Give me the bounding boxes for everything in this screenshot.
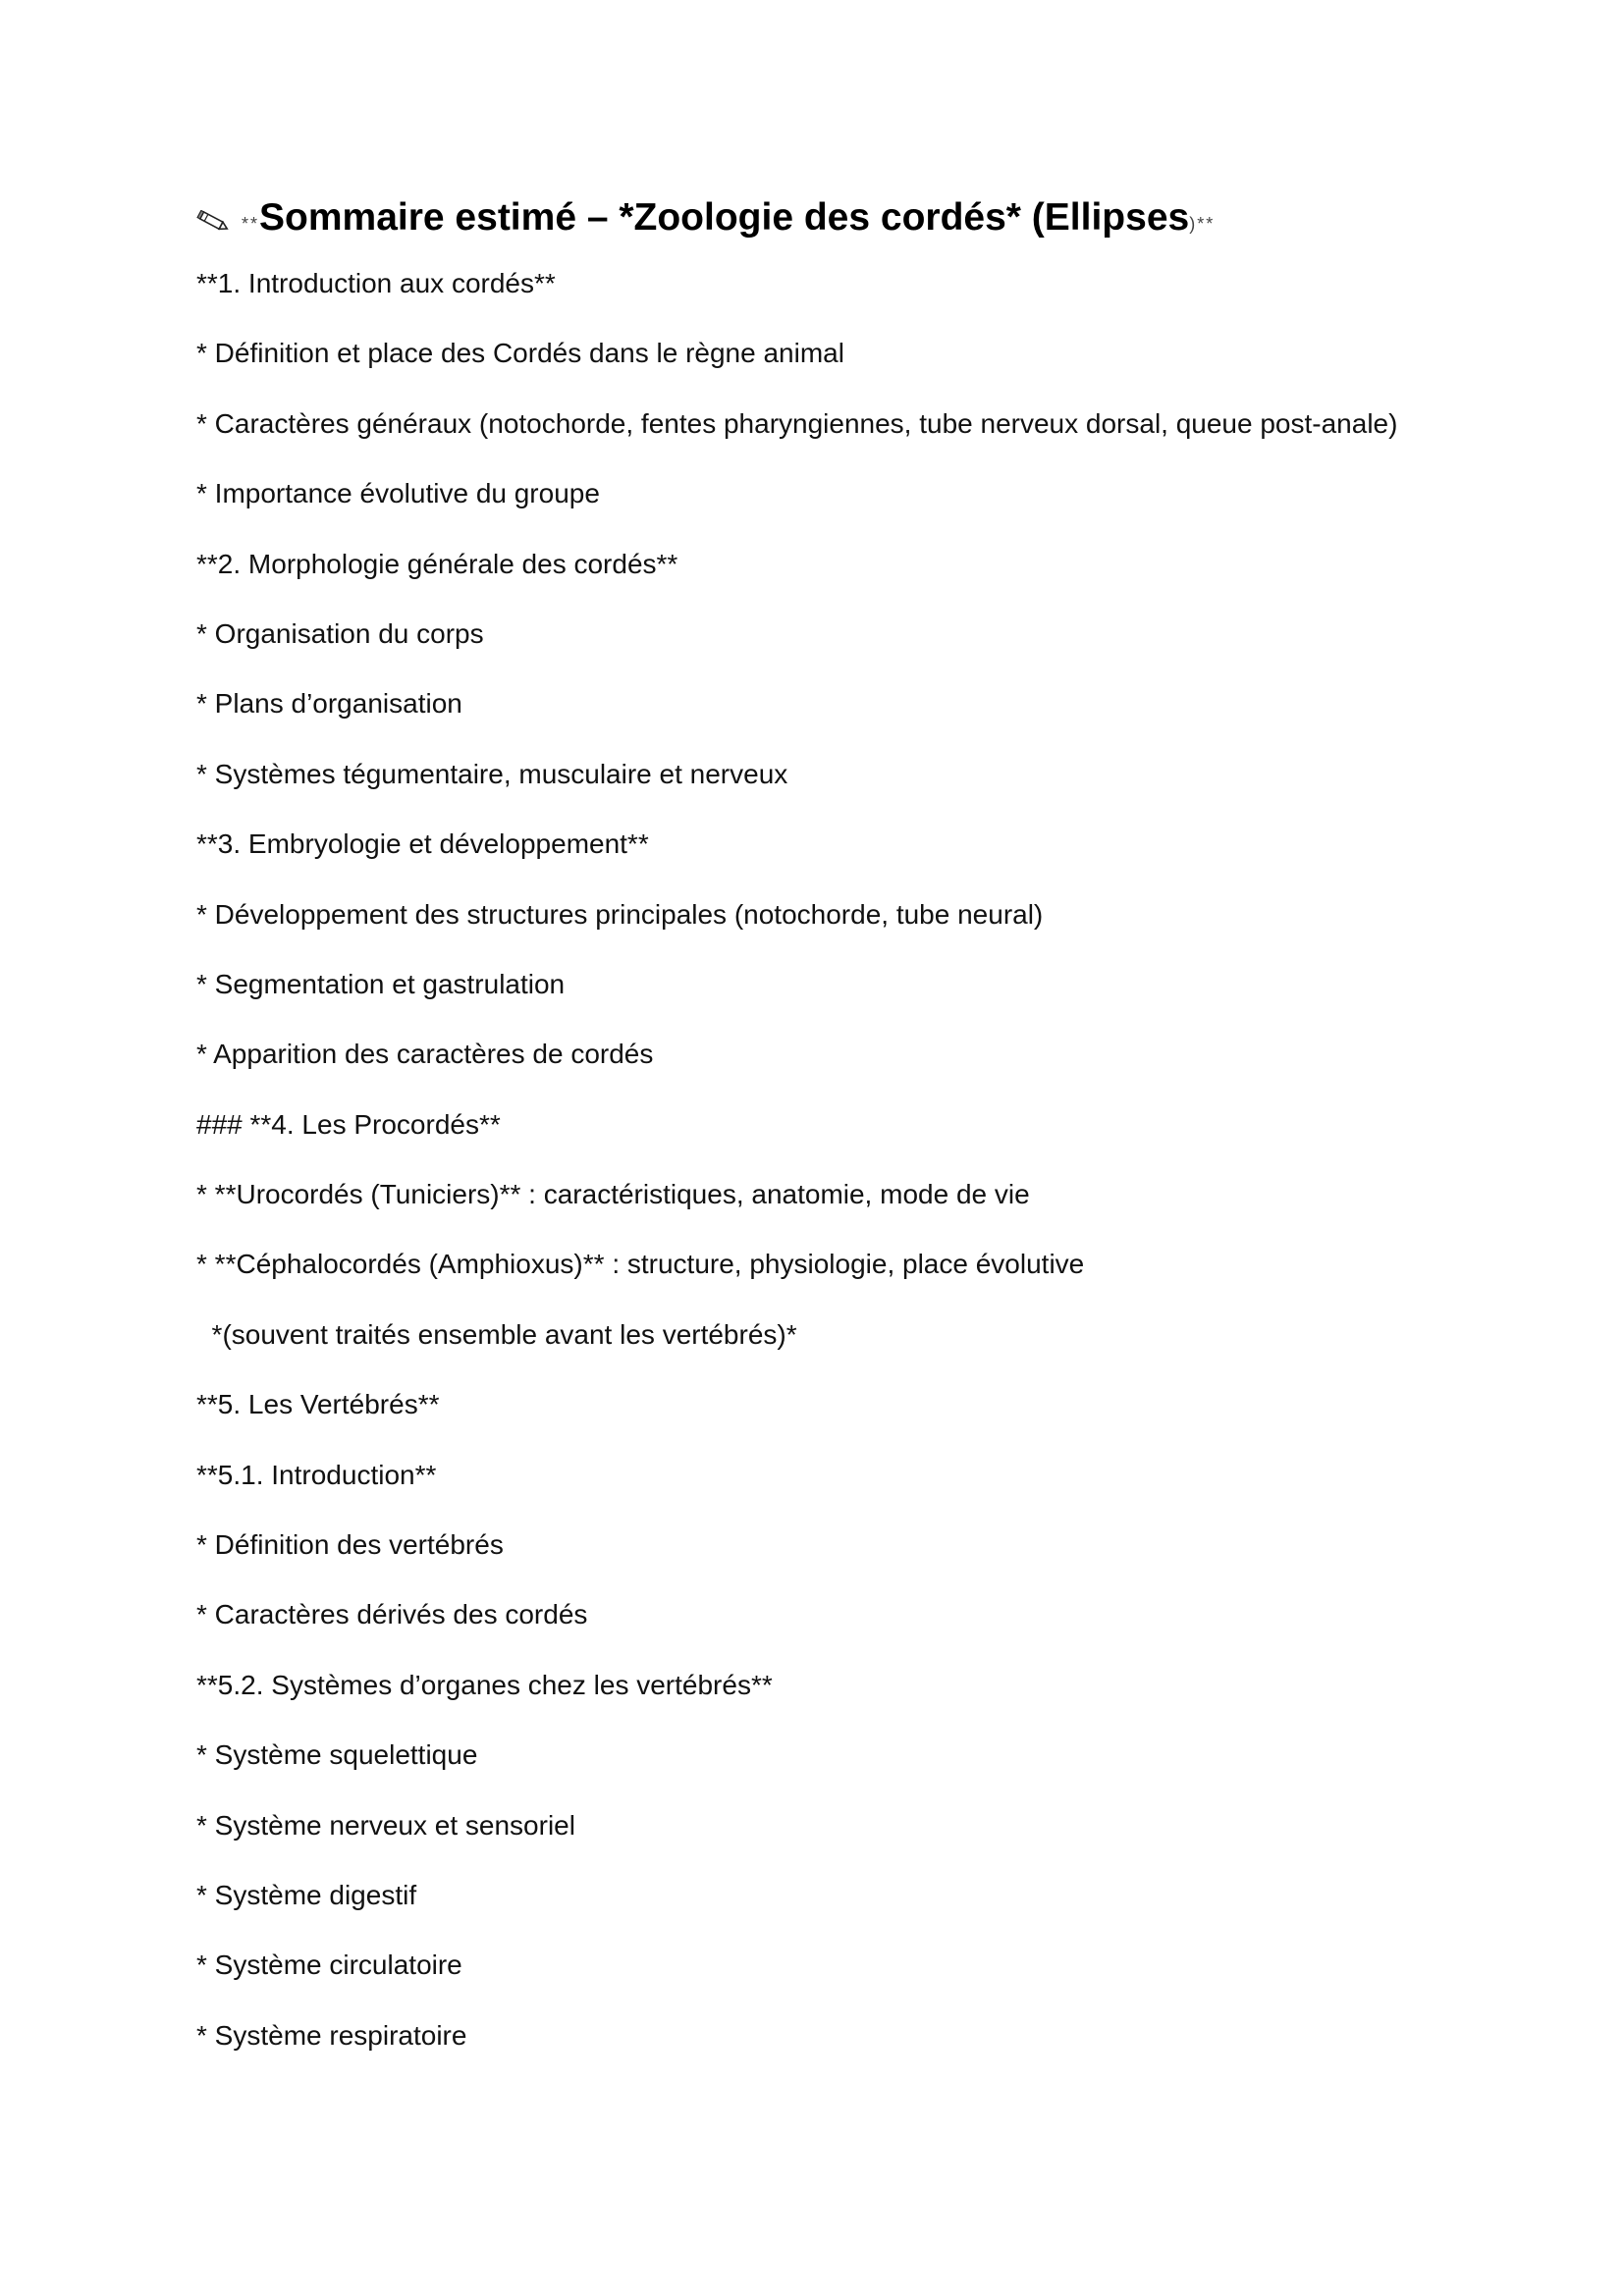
toc-line: **3. Embryologie et développement** — [196, 828, 649, 860]
title-text: Sommaire estimé – *Zoologie des cordés* (Ellipses — [259, 196, 1190, 239]
toc-line: * Système digestif — [196, 1879, 417, 1910]
toc-line: * Développement des structures principales (notochorde, tube neural) — [196, 898, 1044, 930]
toc-line: * Plans d’organisation — [196, 688, 462, 720]
toc-line: **2. Morphologie générale des cordés** — [196, 548, 678, 579]
toc-line: * Systèmes tégumentaire, musculaire et nerveux — [196, 758, 788, 789]
title-suffix-marks: )** — [1189, 214, 1216, 234]
toc-line: * Définition et place des Cordés dans le règne animal — [196, 338, 844, 369]
toc-line: **1. Introduction aux cordés** — [196, 268, 556, 298]
toc-line: * Importance évolutive du groupe — [196, 478, 600, 509]
document-title — [196, 196, 1434, 249]
toc-line: * Caractères dérivés des cordés — [196, 1599, 588, 1630]
toc-line: **5.2. Systèmes d’organes chez les vertébrés** — [196, 1669, 773, 1700]
toc-line: * Caractères généraux (notochorde, fentes pharyngiennes, tube nerveux dorsal, queue post-anale) — [196, 407, 1398, 439]
toc-line: * Organisation du corps — [196, 617, 484, 649]
toc-line: **5. Les Vertébrés** — [196, 1389, 440, 1420]
document-content — [196, 196, 1434, 2091]
toc-line: * Définition des vertébrés — [196, 1529, 504, 1561]
toc-line: * Système circulatoire — [196, 1949, 462, 1981]
toc-line: *(souvent traités ensemble avant les vertébrés)* — [196, 1318, 797, 1350]
toc-line: ### **4. Les Procordés** — [196, 1108, 501, 1140]
toc-line: * Segmentation et gastrulation — [196, 968, 566, 999]
table-of-contents — [196, 269, 1434, 2091]
toc-line: * **Céphalocordés (Amphioxus)** : structure, physiologie, place évolutive — [196, 1249, 1085, 1280]
title-prefix-marks: ** — [242, 214, 260, 234]
pencil-icon — [196, 210, 232, 234]
toc-line: * Système respiratoire — [196, 2019, 467, 2051]
toc-line: * Apparition des caractères de cordés — [196, 1039, 654, 1070]
toc-line: **5.1. Introduction** — [196, 1459, 437, 1490]
toc-line: * **Urocordés (Tuniciers)** : caractéristiques, anatomie, mode de vie — [196, 1179, 1030, 1210]
toc-line: * Système squelettique — [196, 1739, 478, 1771]
toc-line: * Système nerveux et sensoriel — [196, 1809, 575, 1841]
